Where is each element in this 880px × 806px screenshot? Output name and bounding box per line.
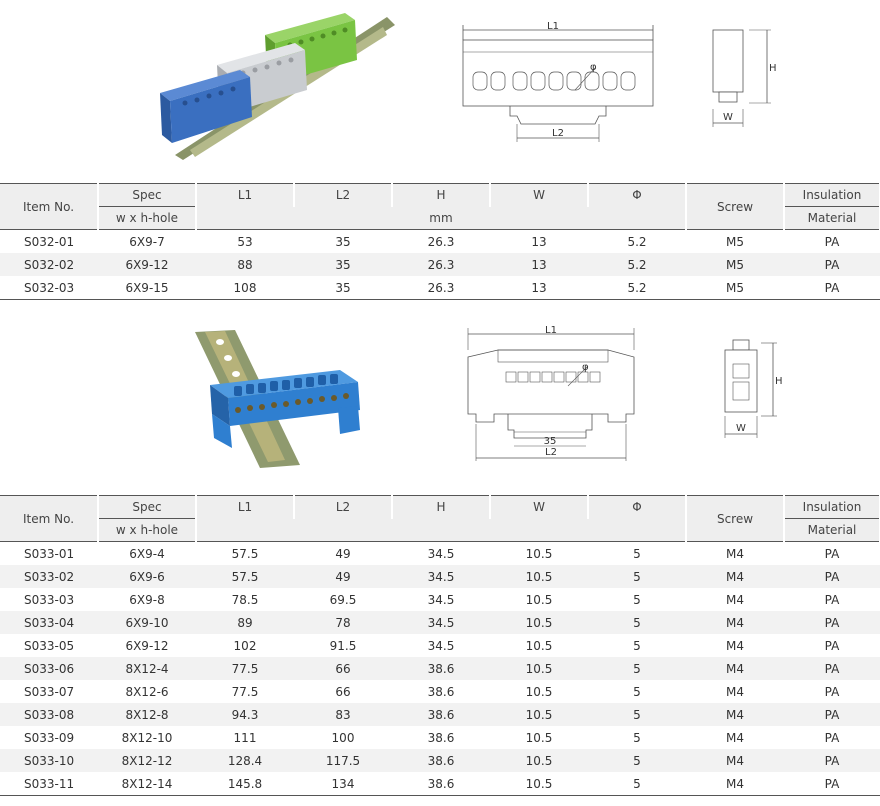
table-cell: 8X12-10 (121, 730, 173, 745)
table-row (0, 680, 880, 703)
table-cell: M4 (726, 592, 744, 607)
item-no-cell: S033-09 (24, 730, 75, 745)
table-cell: 26.3 (392, 276, 490, 300)
header-phi: Φ (588, 496, 686, 519)
technical-drawing-s032-front (455, 20, 660, 150)
item-no-cell: S033-04 (0, 611, 98, 634)
header-l2: L2 (294, 184, 392, 207)
table-row (0, 565, 880, 588)
item-no-cell: S032-01 (24, 234, 75, 249)
table-cell: 5.2 (588, 276, 686, 300)
table-cell: PA (824, 234, 840, 249)
table-cell: PA (824, 546, 840, 561)
w-label-drawing2: W (736, 423, 746, 434)
table-cell: PA (824, 730, 840, 745)
table-cell: PA (784, 565, 880, 588)
table-cell: 102 (233, 638, 257, 653)
header-screw: Screw (686, 496, 784, 542)
table-cell: 10.5 (490, 611, 588, 634)
header-item-no: Item No. (0, 184, 98, 230)
product-photo-s032 (155, 5, 395, 160)
table-cell: 89 (196, 611, 294, 634)
table-row (0, 703, 880, 726)
table-cell: 5 (588, 772, 686, 796)
table-cell: 5 (633, 638, 641, 653)
table-cell: 34.5 (427, 546, 455, 561)
table-cell: 6X9-15 (98, 276, 196, 300)
table-row (0, 726, 880, 749)
header-unit-mm: mm (196, 207, 686, 230)
header-insulation: Insulation (784, 184, 880, 207)
spec-table-s032 (0, 183, 880, 300)
table-cell: 34.5 (392, 565, 490, 588)
table-cell: 134 (294, 772, 392, 796)
table-cell: 13 (531, 234, 547, 249)
table-cell: 35 (294, 276, 392, 300)
table-cell: M4 (726, 638, 744, 653)
table-cell: 8X12-8 (98, 703, 196, 726)
table-row (0, 611, 880, 634)
table-cell: 108 (196, 276, 294, 300)
table-cell: PA (784, 703, 880, 726)
table-cell: 83 (294, 703, 392, 726)
table-cell: M4 (686, 749, 784, 772)
item-no-cell: S033-03 (24, 592, 75, 607)
item-no-cell: S033-05 (24, 638, 75, 653)
table-cell: 117.5 (294, 749, 392, 772)
table-cell: M5 (686, 276, 784, 300)
table-cell: 5 (588, 565, 686, 588)
table-cell: PA (784, 276, 880, 300)
table-cell: 8X12-6 (125, 684, 169, 699)
h-label-drawing1: H (769, 63, 777, 74)
table-cell: 26.3 (427, 234, 455, 249)
table-cell: PA (824, 592, 840, 607)
table-cell: PA (824, 684, 840, 699)
table-cell: 57.5 (231, 546, 259, 561)
item-no-cell: S033-02 (0, 565, 98, 588)
header-w: W (490, 184, 588, 207)
table-cell: M5 (686, 253, 784, 276)
table-cell: 10.5 (525, 546, 553, 561)
table-cell: PA (784, 253, 880, 276)
item-no-cell: S033-11 (0, 772, 98, 796)
table-cell: 78 (294, 611, 392, 634)
table-cell: 8X12-14 (98, 772, 196, 796)
l1-label-drawing1: L1 (547, 21, 559, 32)
table-cell: M4 (726, 684, 744, 699)
table-cell: 8X12-4 (98, 657, 196, 680)
table-cell: 100 (331, 730, 355, 745)
header-unit-blank (196, 519, 686, 542)
table-cell: M4 (686, 772, 784, 796)
item-no-cell: S033-06 (0, 657, 98, 680)
table-cell: 6X9-7 (129, 234, 165, 249)
table-cell: 5 (588, 657, 686, 680)
table-cell: 5 (588, 703, 686, 726)
header-screw: Screw (686, 184, 784, 230)
table-cell: 111 (233, 730, 257, 745)
phi-label-drawing2: φ (582, 362, 589, 373)
header-l1: L1 (196, 184, 294, 207)
item-no-cell: S033-01 (24, 546, 75, 561)
table-cell: 57.5 (196, 565, 294, 588)
table-cell: 5 (588, 611, 686, 634)
table-cell: PA (784, 657, 880, 680)
table-cell: 66 (335, 684, 351, 699)
table-cell: 5 (588, 749, 686, 772)
table-cell: 10.5 (490, 772, 588, 796)
table-cell: 34.5 (427, 592, 455, 607)
table-cell: M4 (686, 565, 784, 588)
table-cell: 26.3 (392, 253, 490, 276)
table-cell: M4 (726, 546, 744, 561)
table-row (0, 657, 880, 680)
header-l2: L2 (294, 496, 392, 519)
table-cell: 38.6 (392, 749, 490, 772)
spec-table-s033 (0, 495, 880, 796)
table-cell: 10.5 (490, 703, 588, 726)
table-cell: PA (784, 772, 880, 796)
technical-drawing-s033-side (715, 338, 795, 443)
table-cell: 53 (237, 234, 253, 249)
table-cell: 49 (294, 565, 392, 588)
l2-label-drawing2: L2 (545, 447, 557, 458)
table-cell: 10.5 (525, 592, 553, 607)
item-no-cell: S032-02 (0, 253, 98, 276)
table-cell: PA (824, 638, 840, 653)
table-cell: 10.5 (525, 684, 553, 699)
table-cell: 6X9-12 (98, 253, 196, 276)
table-cell: 69.5 (329, 592, 357, 607)
w-label-drawing1: W (723, 112, 733, 123)
table-cell: 6X9-8 (129, 592, 165, 607)
table-row (0, 588, 880, 611)
table-cell: 38.6 (392, 772, 490, 796)
header-spec: Spec (98, 496, 196, 519)
header-material: Material (784, 207, 880, 230)
table-cell: 34.5 (392, 611, 490, 634)
table-cell: 35 (335, 234, 351, 249)
table-cell: 35 (294, 253, 392, 276)
table-row (0, 542, 880, 566)
item-no-cell: S033-10 (0, 749, 98, 772)
table-cell: 77.5 (231, 684, 259, 699)
table-cell: M5 (726, 234, 744, 249)
table-cell: 5.2 (627, 234, 647, 249)
table-cell: 49 (335, 546, 351, 561)
phi-label-drawing1: φ (590, 62, 597, 73)
dim-35-label: 35 (543, 436, 557, 447)
table-cell: 145.8 (196, 772, 294, 796)
table-cell: 10.5 (490, 749, 588, 772)
table-cell: M4 (686, 657, 784, 680)
table-cell: PA (784, 611, 880, 634)
table-cell: 38.6 (392, 657, 490, 680)
header-phi: Φ (588, 184, 686, 207)
table-cell: 5.2 (588, 253, 686, 276)
header-item-no: Item No. (0, 496, 98, 542)
table-cell: 38.6 (392, 703, 490, 726)
table-row (0, 230, 880, 254)
header-h: H (392, 496, 490, 519)
l2-label-drawing1: L2 (552, 128, 564, 139)
table-row (0, 634, 880, 657)
table-cell: 128.4 (196, 749, 294, 772)
header-insulation: Insulation (784, 496, 880, 519)
table-cell: M4 (726, 730, 744, 745)
table-cell: 5 (633, 592, 641, 607)
table-cell: M4 (686, 703, 784, 726)
header-l1: L1 (196, 496, 294, 519)
item-no-cell: S033-07 (24, 684, 75, 699)
table-cell: 6X9-10 (98, 611, 196, 634)
header-spec-sub: w x h-hole (98, 519, 196, 542)
table-cell: 5 (633, 546, 641, 561)
table-row (0, 772, 880, 796)
table-cell: 5 (633, 684, 641, 699)
table-cell: 38.6 (427, 684, 455, 699)
table-cell: 6X9-12 (125, 638, 169, 653)
table-cell: 6X9-4 (129, 546, 165, 561)
header-spec-sub: w x h-hole (98, 207, 196, 230)
table-cell: M4 (686, 611, 784, 634)
table-row (0, 276, 880, 300)
table-cell: 66 (294, 657, 392, 680)
table-cell: 10.5 (525, 638, 553, 653)
table-row (0, 253, 880, 276)
table-cell: 77.5 (196, 657, 294, 680)
table-cell: 5 (633, 730, 641, 745)
item-no-cell: S032-03 (0, 276, 98, 300)
table-cell: 78.5 (231, 592, 259, 607)
header-material: Material (784, 519, 880, 542)
product-photo-s033 (190, 330, 365, 470)
table-cell: 6X9-6 (98, 565, 196, 588)
table-cell: 10.5 (490, 657, 588, 680)
table-cell: 10.5 (525, 730, 553, 745)
table-cell: 10.5 (490, 565, 588, 588)
h-label-drawing2: H (775, 376, 783, 387)
table-cell: 13 (490, 253, 588, 276)
header-spec: Spec (98, 184, 196, 207)
table-cell: 34.5 (427, 638, 455, 653)
header-w: W (490, 496, 588, 519)
table-cell: 38.6 (427, 730, 455, 745)
table-cell: 94.3 (196, 703, 294, 726)
table-cell: 88 (196, 253, 294, 276)
table-cell: 91.5 (329, 638, 357, 653)
technical-drawing-s032-side (705, 25, 785, 130)
technical-drawing-s033-front (458, 322, 643, 462)
table-cell: PA (784, 749, 880, 772)
table-row (0, 749, 880, 772)
table-cell: 8X12-12 (98, 749, 196, 772)
item-no-cell: S033-08 (0, 703, 98, 726)
header-h: H (392, 184, 490, 207)
l1-label-drawing2: L1 (545, 325, 557, 336)
table-cell: 13 (490, 276, 588, 300)
